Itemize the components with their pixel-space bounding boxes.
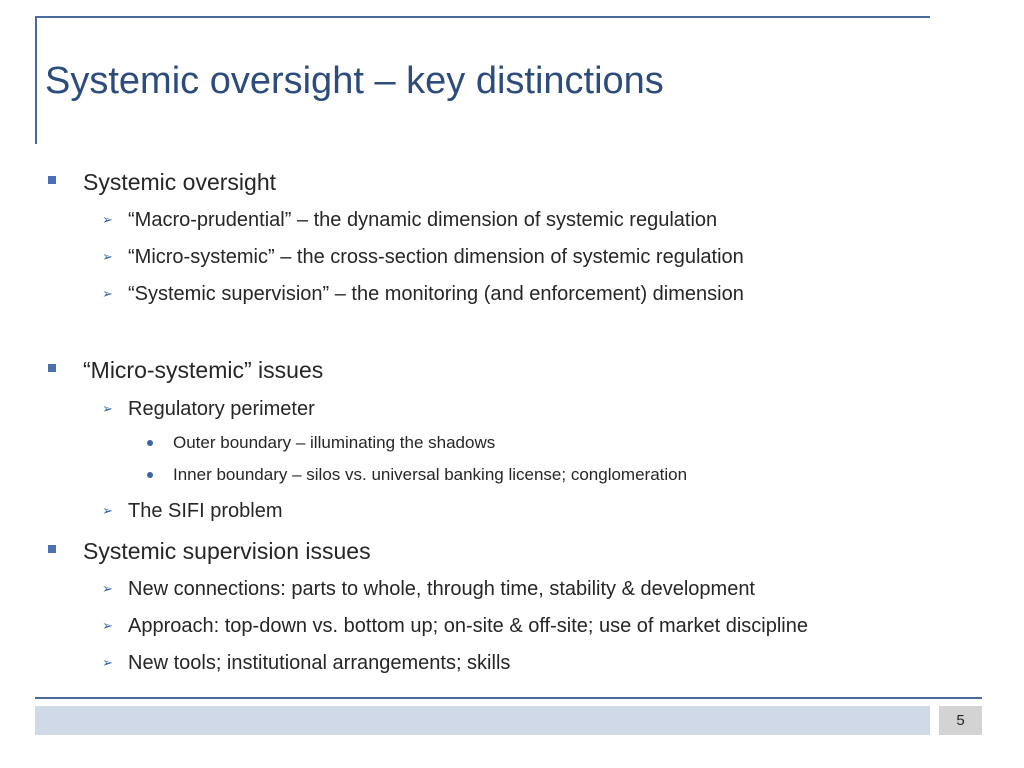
chevron-right-icon: ➢: [102, 655, 113, 670]
chevron-right-icon: ➢: [102, 581, 113, 596]
square-bullet-icon: [48, 176, 56, 184]
slide-title: Systemic oversight – key distinctions: [45, 60, 664, 102]
bullet-level2: “Micro-systemic” – the cross-section dimension of systemic regulation: [128, 246, 744, 268]
bullet-level2: The SIFI problem: [128, 500, 283, 522]
bullet-level3: Inner boundary – silos vs. universal banking license; conglomeration: [173, 465, 688, 484]
footer-rule: [35, 697, 982, 699]
chevron-right-icon: ➢: [102, 286, 113, 301]
bullet-level2: “Macro-prudential” – the dynamic dimension of systemic regulation: [128, 209, 718, 231]
bullet-level2: Approach: top-down vs. bottom up; on-site & off-site; use of market discipline: [128, 615, 808, 637]
bullet-level1: Systemic oversight: [83, 169, 277, 195]
bullet-level2: Regulatory perimeter: [128, 398, 315, 420]
bullet-level1: “Micro-systemic” issues: [83, 357, 324, 383]
chevron-right-icon: ➢: [102, 212, 113, 227]
bullet-level1: Systemic supervision issues: [83, 538, 371, 564]
footer-bar: [35, 706, 930, 735]
bullet-level3: Outer boundary – illuminating the shadows: [173, 433, 496, 452]
square-bullet-icon: [48, 545, 56, 553]
chevron-right-icon: ➢: [102, 618, 113, 633]
square-bullet-icon: [48, 364, 56, 372]
dot-bullet-icon: [147, 440, 153, 446]
chevron-right-icon: ➢: [102, 249, 113, 264]
bullet-level2: “Systemic supervision” – the monitoring (and enforcement) dimension: [128, 283, 744, 305]
chevron-right-icon: ➢: [102, 401, 113, 416]
page-number: 5: [939, 706, 982, 735]
chevron-right-icon: ➢: [102, 503, 113, 518]
bullet-level2: New connections: parts to whole, through time, stability & development: [128, 578, 755, 600]
bullet-level2: New tools; institutional arrangements; skills: [128, 652, 511, 674]
dot-bullet-icon: [147, 472, 153, 478]
